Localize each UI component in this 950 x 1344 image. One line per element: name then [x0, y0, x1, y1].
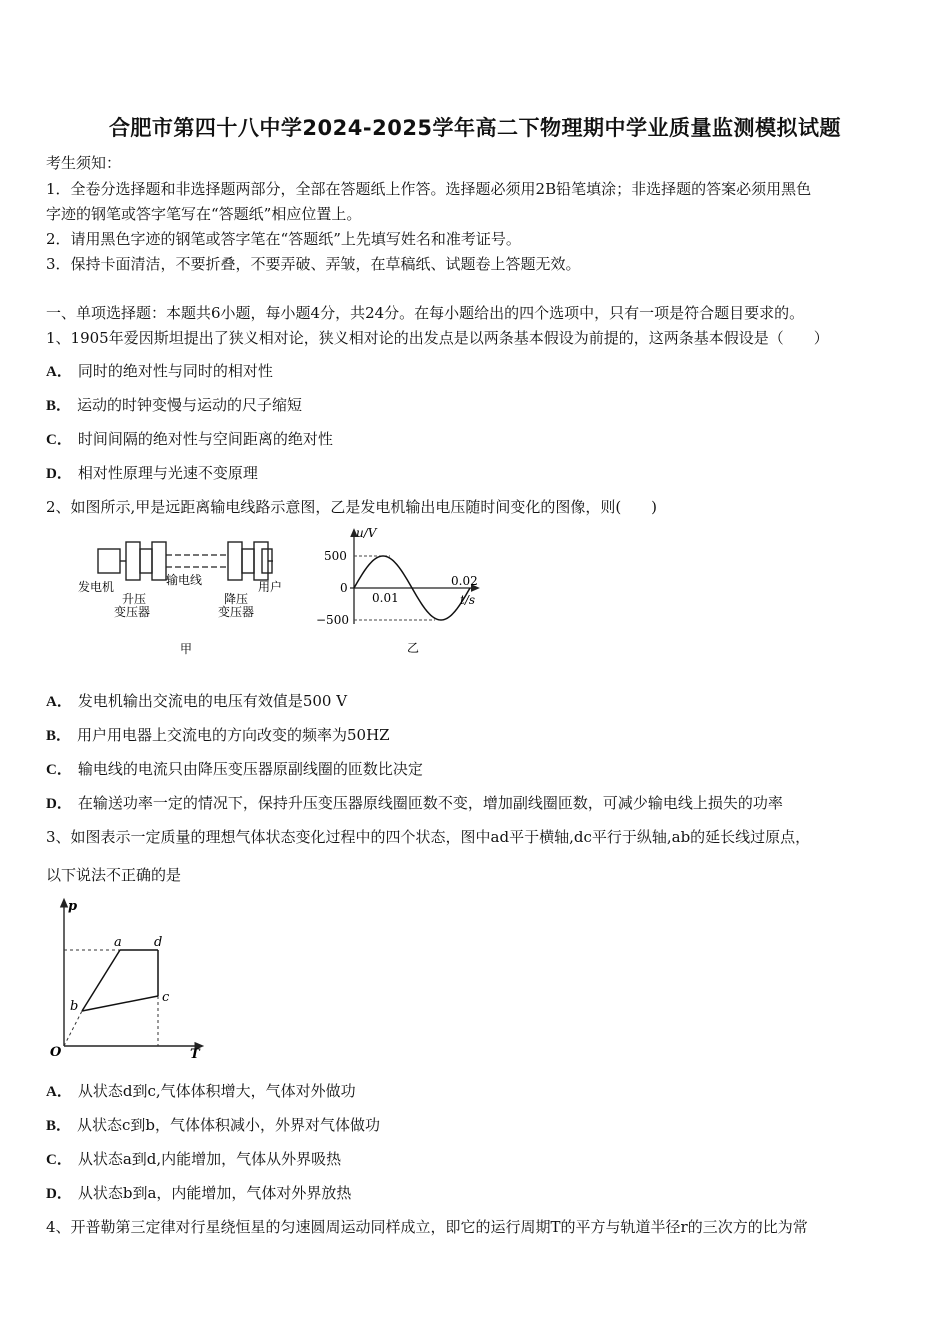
- option-text: 从状态c到b，气体体积减小，外界对气体做功: [77, 1116, 381, 1134]
- tick-001: 0.01: [372, 591, 399, 605]
- option-text: 时间间隔的绝对性与空间距离的绝对性: [77, 430, 333, 448]
- option-text: 相对性原理与光速不变原理: [77, 464, 258, 482]
- label-user: 用户: [258, 580, 283, 594]
- q2-option-c: [46, 758, 423, 779]
- voltage-waveform-plot: [310, 524, 490, 660]
- option-text: 同时的绝对性与同时的相对性: [77, 362, 273, 380]
- q2-stem: 2、如图所示,甲是远距离输电线路示意图，乙是发电机输出电压随时间变化的图像，则( ): [46, 498, 658, 516]
- segment-ba: [82, 950, 120, 1011]
- option-text: 发电机输出交流电的电压有效值是500 V: [77, 692, 348, 710]
- y-label: u/V: [356, 526, 377, 540]
- label-a: a: [114, 935, 122, 950]
- option-text: 用户用电器上交流电的方向改变的频率为50HZ: [77, 726, 390, 744]
- option-text: 运动的时钟变慢与运动的尺子缩短: [77, 396, 303, 414]
- label-stepup-2: 变压器: [114, 605, 151, 619]
- q4-stem: 4、开普勒第三定律对行星绕恒星的匀速圆周运动同样成立，即它的运行周期T的平方与轨道半径r的三次方的比为常: [46, 1218, 808, 1236]
- option-text: 从状态b到a，内能增加，气体对外界放热: [77, 1184, 352, 1202]
- pt-diagram: [44, 896, 214, 1064]
- tick-500: 500: [324, 549, 347, 563]
- q1-option-d: [46, 462, 258, 483]
- q1-option-a: [46, 360, 273, 381]
- option-letter: A．: [46, 694, 72, 710]
- option-letter: B．: [46, 728, 72, 744]
- option-text: 输电线的电流只由降压变压器原副线圈的匝数比决定: [77, 760, 423, 778]
- tick-0: 0: [340, 581, 348, 595]
- option-letter: C．: [46, 432, 72, 448]
- option-letter: A．: [46, 1084, 72, 1100]
- q3-option-b: [46, 1114, 380, 1135]
- label-O: O: [50, 1045, 62, 1060]
- q1-option-c: [46, 428, 333, 449]
- label-line: 输电线: [166, 573, 203, 587]
- option-text: 从状态d到c,气体体积增大，气体对外做功: [77, 1082, 356, 1100]
- label-generator: 发电机: [78, 580, 115, 594]
- q2-option-b: [46, 724, 390, 745]
- label-p: p: [68, 899, 78, 914]
- option-letter: B．: [46, 1118, 72, 1134]
- option-letter: A．: [46, 364, 72, 380]
- page-title: 合肥市第四十八中学2024-2025学年高二下物理期中学业质量监测模拟试题: [108, 116, 842, 140]
- notice-item-1-cont: 字迹的钢笔或答字笔写在“答题纸”相应位置上。: [46, 205, 362, 223]
- q3-option-d: [46, 1182, 351, 1203]
- generator-box: [98, 549, 120, 573]
- label-d: d: [154, 935, 163, 950]
- label-stepdown-2: 变压器: [218, 605, 255, 619]
- label-b: b: [70, 999, 79, 1014]
- stepup-core-right: [152, 542, 166, 580]
- q3-stem-2: 以下说法不正确的是: [46, 866, 182, 884]
- q1-stem: 1、1905年爱因斯坦提出了狭义相对论，狭义相对论的出发点是以两条基本假设为前提的，这两条基本假设是（ ）: [46, 329, 829, 347]
- option-letter: D．: [46, 466, 72, 482]
- option-letter: C．: [46, 762, 72, 778]
- transmission-diagram: [74, 530, 294, 660]
- segment-cb: [82, 996, 158, 1011]
- q3-option-c: [46, 1148, 341, 1169]
- stepdown-core-right: [254, 542, 268, 580]
- x-label: t/s: [460, 593, 476, 607]
- tick-002: 0.02: [451, 574, 478, 588]
- label-T: T: [190, 1047, 200, 1062]
- option-letter: C．: [46, 1152, 72, 1168]
- label-c: c: [162, 990, 170, 1005]
- q2-option-d: [46, 792, 783, 813]
- q2-option-a: [46, 690, 347, 711]
- stepdown-core-left: [228, 542, 242, 580]
- option-text: 从状态a到d,内能增加，气体从外界吸热: [77, 1150, 342, 1168]
- option-letter: D．: [46, 1186, 72, 1202]
- option-letter: B．: [46, 398, 72, 414]
- stepup-core-left: [126, 542, 140, 580]
- label-stepup-1: 升压: [122, 592, 147, 606]
- notice-item-1: 1．全卷分选择题和非选择题两部分，全部在答题纸上作答。选择题必须用2B铅笔填涂；非选择题的答案必须用黑色: [46, 180, 812, 198]
- q1-option-b: [46, 394, 302, 415]
- caption-a: 甲: [180, 642, 193, 656]
- notice-item-3: 3．保持卡面清洁，不要折叠，不要弄破、弄皱，在草稿纸、试题卷上答题无效。: [46, 255, 581, 273]
- tick-minus-500: −500: [316, 613, 349, 627]
- notice-heading: 考生须知：: [46, 154, 122, 172]
- q3-option-a: [46, 1080, 356, 1101]
- option-letter: D．: [46, 796, 72, 812]
- notice-item-2: 2．请用黑色字迹的钢笔或答字笔在“答题纸”上先填写姓名和准考证号。: [46, 230, 521, 248]
- label-stepdown-1: 降压: [224, 592, 249, 606]
- caption-b: 乙: [407, 641, 420, 655]
- q3-stem-1: 3、如图表示一定质量的理想气体状态变化过程中的四个状态，图中ad平于横轴,dc平行于纵轴,ab的延长线过原点，: [46, 828, 811, 846]
- section-heading: 一、单项选择题：本题共6小题，每小题4分，共24分。在每小题给出的四个选项中，只有一项是符合题目要求的。: [46, 304, 805, 322]
- option-text: 在输送功率一定的情况下，保持升压变压器原线圈匝数不变，增加副线圈匝数，可减少输电线上损失的功率: [77, 794, 783, 812]
- dash-origin-b: [64, 1011, 82, 1046]
